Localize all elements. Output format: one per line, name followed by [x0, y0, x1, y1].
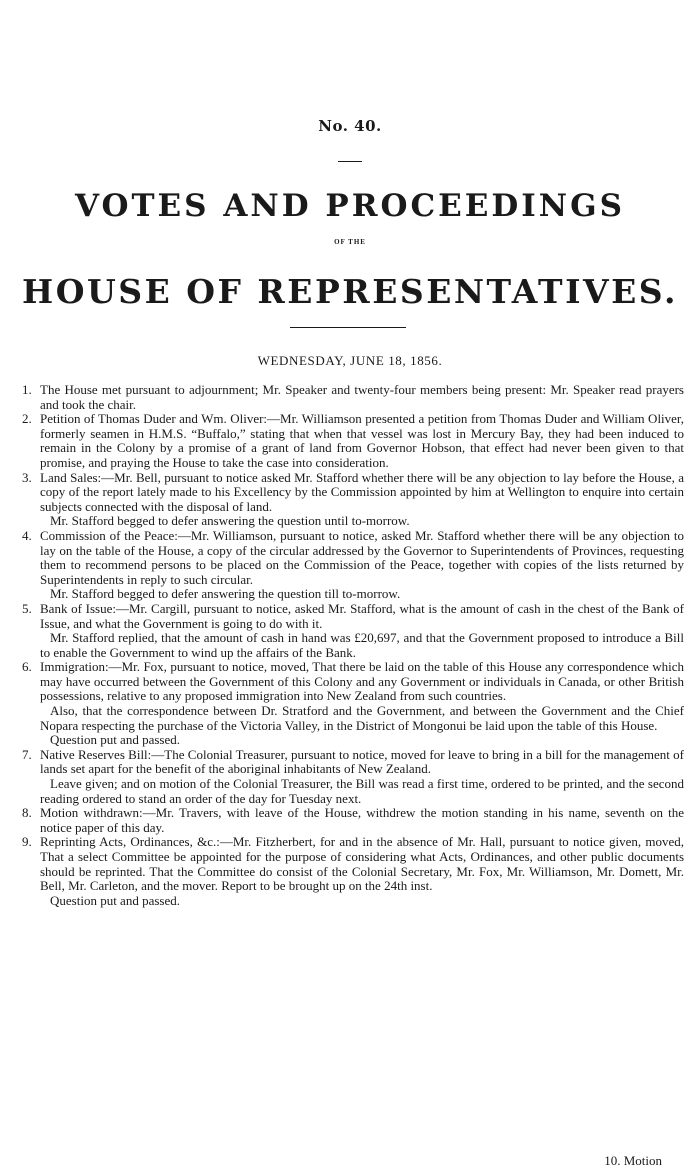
item-continuation: Question put and passed.: [50, 892, 180, 908]
proceeding-item: [22, 748, 684, 806]
item-number: 6.: [22, 659, 32, 675]
item-text: Petition of Thomas Duder and Wm. Oliver:—Mr. Williamson presented a petition from Thomas Duder and William Oliver, formerly seamen in H.M.S. “Buffalo,” stating that when that vessel was lost in Mercury Bay, they had been induced to remain in the Colony by a promise of a grant of land from Governor Hobson, that effect had never been given to that promise, and praying the House to take the case into consideration.: [40, 411, 684, 470]
issue-number: No. 40.: [318, 117, 382, 135]
item-number: 7.: [22, 746, 32, 762]
item-continuation: Mr. Stafford begged to defer answering the question until to-morrow.: [50, 513, 410, 529]
proceeding-item: [22, 529, 684, 602]
item-continuation: Question put and passed.: [50, 732, 180, 748]
item-continuation: Also, that the correspondence between Dr. Stratford and the Government, and between the Government and the Chief Nopara respecting the purchase of the Victoria Valley, in the District of Mongonui be laid upon the table of this House.: [40, 703, 684, 733]
proceeding-item: [22, 412, 684, 470]
proceeding-item: [22, 602, 684, 660]
proceeding-item: [22, 660, 684, 748]
proceedings-list: [22, 383, 684, 908]
item-number: 1.: [22, 382, 32, 397]
item-text: The House met pursuant to adjournment; Mr. Speaker and twenty-four members being present: Mr. Speaker read prayers and took the chair.: [40, 382, 684, 412]
item-number: 4.: [22, 527, 32, 543]
sitting-date: WEDNESDAY, JUNE 18, 1856.: [257, 353, 443, 368]
item-number: 2.: [22, 411, 32, 427]
item-number: 3.: [22, 469, 32, 485]
item-text: Native Reserves Bill:—The Colonial Treasurer, pursuant to notice, moved for leave to bring in a bill for the management of lands set apart for the benefit of the aboriginal inhabitants of New Zealand.: [40, 746, 684, 777]
catchword: 10. Motion: [604, 1153, 662, 1168]
item-continuation: Mr. Stafford replied, that the amount of cash in hand was £20,697, and that the Government proposed to introduce a Bill to enable the Government to wind up the affairs of the Bank.: [40, 630, 684, 660]
item-continuation: Mr. Stafford begged to defer answering the question till to-morrow.: [50, 586, 401, 602]
item-number: 8.: [22, 805, 32, 821]
item-number: 9.: [22, 834, 32, 850]
proceeding-item: [22, 835, 684, 908]
proceeding-item: [22, 471, 684, 529]
item-text: Land Sales:—Mr. Bell, pursuant to notice asked Mr. Stafford whether there will be any objection to lay before the House, a copy of the report lately made to his Excellency by the Commission appointed by him at Wellington to enquire into certain subjects connected with the disposal of land.: [40, 469, 684, 514]
title-divider: [290, 327, 406, 328]
item-text: Reprinting Acts, Ordinances, &c.:—Mr. Fitzherbert, for and in the absence of Mr. Hall, pursuant to notice given, moved, That a select Committee be appointed for the purpose of considering what Acts, Ordinances, and other public documents should be reprinted. That the Committee do consist of the Colonial Secretary, Mr. Fox, Mr. Williamson, Mr. Domett, Mr. Bell, Mr. Carleton, and the mover. Report to be brought up on the 24th inst.: [40, 834, 684, 894]
proceeding-item: [22, 806, 684, 835]
item-text: Immigration:—Mr. Fox, pursuant to notice, moved, That there be laid on the table of this House any correspondence which may have occurred between the Government of this Colony and any Government or individuals in Canada, or other British possessions, relative to any proposed immigration into New Zealand from such countries.: [40, 659, 684, 704]
item-text: Motion withdrawn:—Mr. Travers, with leave of the House, withdrew the motion standing in his name, seventh on the notice paper of this day.: [40, 805, 684, 835]
item-text: Commission of the Peace:—Mr. Williamson, pursuant to notice, asked Mr. Stafford whether there will be any objection to lay on the table of the House, a copy of the circular addressed by the Governor to Superintendents of Provinces, requesting them to recommend persons to be placed on the Commission of the Peace, together with copies of the lists returned by Superintendents in reply to such circular.: [40, 527, 684, 587]
item-text: Bank of Issue:—Mr. Cargill, pursuant to notice, asked Mr. Stafford, what is the amount of cash in the chest of the Bank of Issue, and what the Government is going to do with it.: [40, 600, 684, 631]
title-house-of-representatives: HOUSE OF REPRESENTATIVES.: [22, 272, 678, 311]
title-votes-and-proceedings: VOTES AND PROCEEDINGS: [74, 188, 626, 224]
title-of-the: OF THE: [334, 238, 366, 246]
proceeding-item: [22, 383, 684, 412]
short-divider: [338, 161, 362, 162]
item-continuation: Leave given; and on motion of the Colonial Treasurer, the Bill was read a first time, ordered to be printed, and the second reading ordered to stand an order of the day for Tuesday next.: [40, 776, 684, 806]
item-number: 5.: [22, 600, 32, 616]
